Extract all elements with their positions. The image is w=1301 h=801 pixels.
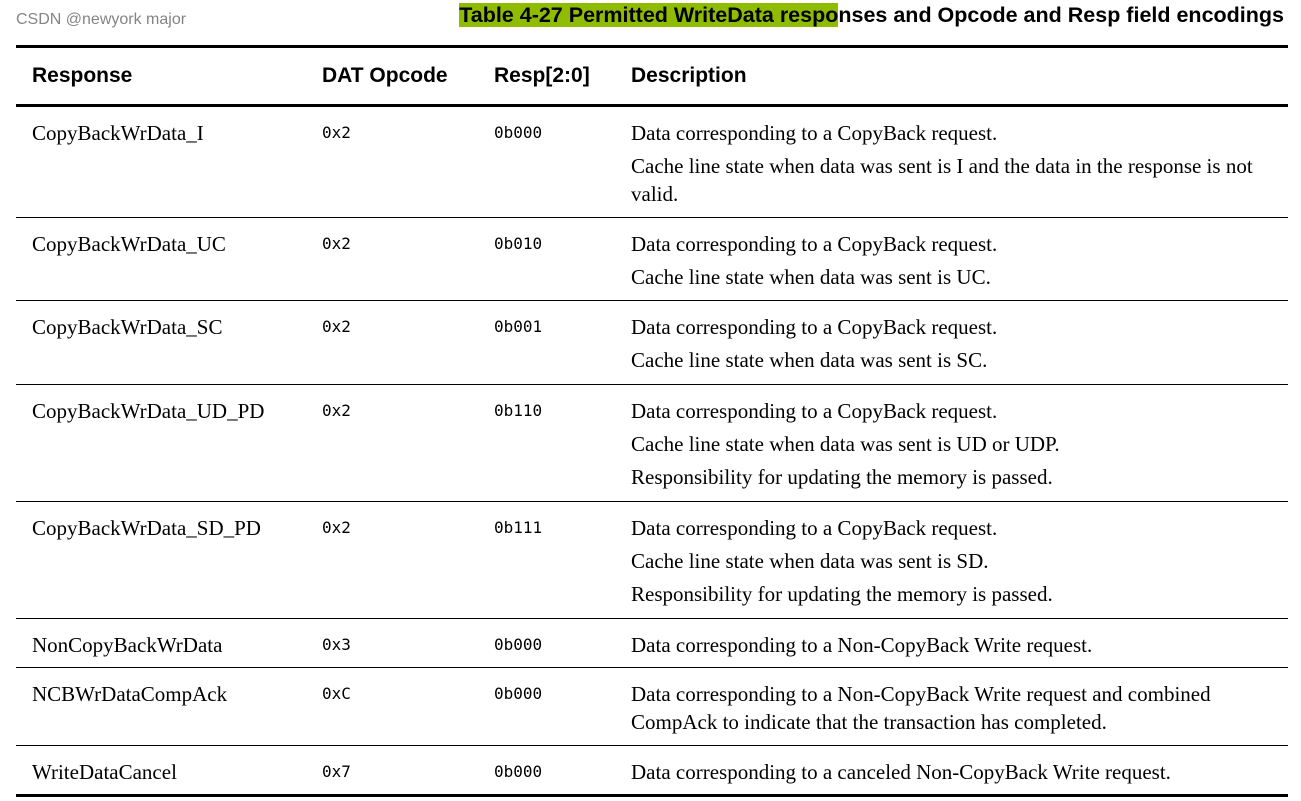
response-cell: CopyBackWrData_UD_PD — [32, 399, 265, 423]
caption-highlight: Table 4-27 Permitted WriteData respo — [459, 3, 839, 27]
opcode-cell: 0x2 — [322, 234, 351, 253]
caption-rest: nses and Opcode and Resp field encodings — [838, 3, 1284, 27]
table-row — [16, 385, 1288, 502]
response-cell: WriteDataCancel — [32, 760, 177, 784]
description-cell — [631, 619, 1288, 668]
description-line: Responsibility for updating the memory is passed. — [631, 465, 1053, 489]
table-row — [16, 746, 1288, 796]
description-line: Data corresponding to a Non-CopyBack Write request and combined CompAck to indicate that the transaction has completed. — [631, 682, 1211, 734]
description-cell — [631, 106, 1288, 218]
resp-cell: 0b000 — [494, 684, 543, 703]
header-opcode: DAT Opcode — [322, 64, 448, 87]
opcode-cell: 0x3 — [322, 635, 351, 654]
description-line: Data corresponding to a CopyBack request. — [631, 399, 998, 423]
table-row — [16, 301, 1288, 385]
resp-cell: 0b000 — [494, 762, 543, 781]
opcode-cell: 0xC — [322, 684, 351, 703]
table-row — [16, 668, 1288, 746]
response-cell: CopyBackWrData_I — [32, 121, 204, 145]
resp-cell: 0b000 — [494, 123, 543, 142]
table-row — [16, 106, 1288, 218]
description-cell — [631, 668, 1288, 746]
description-line: Data corresponding to a CopyBack request. — [631, 232, 998, 256]
opcode-cell: 0x2 — [322, 518, 351, 537]
description-line: Cache line state when data was sent is SD. — [631, 549, 989, 573]
header-row — [16, 47, 1288, 106]
description-line: Cache line state when data was sent is UC. — [631, 265, 991, 289]
watermark: CSDN @newyork major — [16, 11, 187, 28]
resp-cell: 0b110 — [494, 401, 543, 420]
resp-cell: 0b000 — [494, 635, 543, 654]
description-cell — [631, 301, 1288, 385]
description-cell — [631, 502, 1288, 619]
description-line: Cache line state when data was sent is UD or UDP. — [631, 432, 1060, 456]
resp-cell: 0b111 — [494, 518, 543, 537]
description-cell — [631, 385, 1288, 502]
description-line: Data corresponding to a canceled Non-CopyBack Write request. — [631, 760, 1171, 784]
response-cell: NCBWrDataCompAck — [32, 682, 228, 706]
response-cell: CopyBackWrData_SD_PD — [32, 516, 261, 540]
table-row — [16, 502, 1288, 619]
response-cell: CopyBackWrData_SC — [32, 315, 223, 339]
description-line: Data corresponding to a CopyBack request. — [631, 315, 998, 339]
header-response: Response — [32, 64, 133, 87]
description-line: Data corresponding to a CopyBack request. — [631, 121, 998, 145]
description-cell — [631, 218, 1288, 301]
response-cell: NonCopyBackWrData — [32, 633, 223, 657]
opcode-cell: 0x2 — [322, 401, 351, 420]
header-resp: Resp[2:0] — [494, 64, 590, 87]
resp-cell: 0b010 — [494, 234, 543, 253]
description-cell — [631, 746, 1288, 796]
description-line: Responsibility for updating the memory is passed. — [631, 582, 1053, 606]
opcode-cell: 0x2 — [322, 317, 351, 336]
description-line: Cache line state when data was sent is SC. — [631, 348, 988, 372]
opcode-cell: 0x7 — [322, 762, 351, 781]
table-row — [16, 619, 1288, 668]
resp-cell: 0b001 — [494, 317, 543, 336]
header-description: Description — [631, 64, 747, 87]
description-line: Cache line state when data was sent is I and the data in the response is not valid. — [631, 154, 1253, 206]
response-cell: CopyBackWrData_UC — [32, 232, 226, 256]
encodings-table — [16, 45, 1288, 797]
description-line: Data corresponding to a Non-CopyBack Write request. — [631, 633, 1093, 657]
table-caption — [459, 1, 1284, 29]
table-row — [16, 218, 1288, 301]
description-line: Data corresponding to a CopyBack request. — [631, 516, 998, 540]
opcode-cell: 0x2 — [322, 123, 351, 142]
